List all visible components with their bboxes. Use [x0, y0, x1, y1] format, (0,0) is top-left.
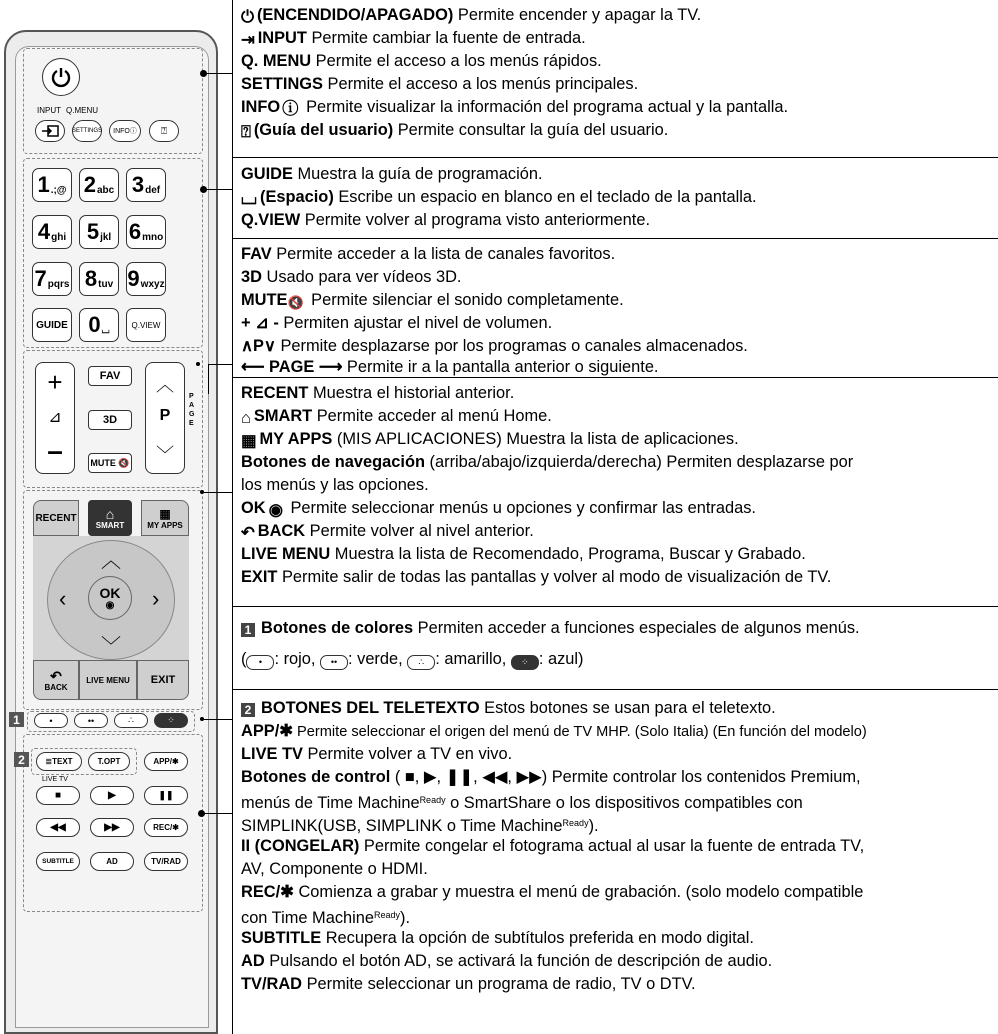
- numpad-digit: 9: [127, 266, 140, 291]
- callout-dot-volume: [196, 362, 200, 366]
- desc-rec-cont: con Time Machine$^{Ready}$).: [241, 909, 411, 927]
- topt-button[interactable]: [88, 752, 130, 771]
- info-button[interactable]: INFO ⓘ: [109, 120, 141, 142]
- rule-3: [232, 377, 998, 378]
- qmenu-label: Q.MENU: [66, 106, 98, 115]
- apps-grid-icon: ▦: [159, 506, 171, 521]
- numpad-letters: .;@: [50, 184, 67, 196]
- smart-button-label: SMART: [95, 520, 125, 530]
- fav-button-label: FAV: [99, 370, 121, 382]
- program-rocker[interactable]: [145, 362, 185, 474]
- desc-rec: REC/✱ Comienza a grabar y muestra el menú de grabación. (solo modelo compatible: [241, 883, 864, 901]
- yellow-button[interactable]: ∴: [114, 713, 148, 728]
- power-icon: [50, 66, 72, 88]
- subtitle-button[interactable]: [36, 852, 80, 871]
- numpad-letters: mno: [142, 231, 164, 243]
- desc-power: ⏻ (ENCENDIDO/APAGADO) Permite encender y apagar la TV.: [241, 4, 701, 29]
- pause-button[interactable]: ❚❚: [144, 786, 188, 805]
- nav-right-icon[interactable]: ›: [152, 586, 160, 611]
- rec-button[interactable]: [144, 818, 188, 837]
- vertical-rule: [232, 0, 233, 1034]
- qview-button[interactable]: [126, 308, 166, 342]
- 3d-button-label: 3D: [102, 414, 118, 426]
- ready-superscript: Ready: [419, 795, 446, 805]
- exit-button[interactable]: [137, 660, 189, 700]
- callout-line-volume: [208, 364, 232, 365]
- power-icon: ⏻: [241, 8, 254, 26]
- app-button[interactable]: [144, 752, 188, 771]
- ok-button-label: OK: [99, 585, 121, 601]
- power-button[interactable]: [42, 58, 80, 96]
- ok-dot-icon: ◉: [268, 501, 283, 519]
- blue-oval-icon: ⁘: [511, 655, 539, 670]
- numpad-letters: pqrs: [47, 278, 70, 290]
- fav-button[interactable]: [88, 366, 132, 386]
- desc-guide: GUIDE Muestra la guía de programación.: [241, 165, 543, 183]
- desc-live-menu: LIVE MENU Muestra la lista de Recomendado, Programa, Buscar y Grabado.: [241, 545, 806, 563]
- numpad-digit: 8: [84, 266, 98, 291]
- numpad-key-6[interactable]: [126, 215, 166, 249]
- desc-control-cont2: SIMPLINK(USB, SIMPLINK o Time Machine$^{Ready}$).: [241, 817, 599, 835]
- desc-freeze-cont: AV, Componente o HDMI.: [241, 860, 428, 878]
- page-vertical-label: P A G E: [189, 393, 195, 427]
- numpad-letters: def: [145, 184, 161, 196]
- recent-button[interactable]: [33, 500, 79, 536]
- desc-tvrad: TV/RAD Permite seleccionar un programa de radio, TV o DTV.: [241, 975, 696, 993]
- settings-button[interactable]: SETTINGS: [72, 120, 102, 142]
- input-icon: ⇥: [241, 31, 255, 49]
- myapps-button[interactable]: [141, 500, 189, 536]
- mute-button-label: MUTE: [90, 458, 116, 468]
- yellow-oval-icon: ∴: [407, 655, 435, 670]
- callout-line-teletext: [204, 813, 232, 814]
- desc-input: ⇥ INPUT Permite cambiar la fuente de entrada.: [241, 27, 586, 52]
- desc-navigation: Botones de navegación (arriba/abajo/izquierda/derecha) Permiten desplazarse por: [241, 453, 854, 471]
- desc-control-cont: menús de Time Machine$^{Ready}$ o SmartShare o los dispositivos compatibles con: [241, 794, 803, 812]
- numpad-letters: tuv: [98, 278, 114, 290]
- program-up-icon[interactable]: ︿: [156, 375, 174, 395]
- numpad-letters: ghi: [51, 231, 67, 243]
- numpad-digit: 2: [83, 172, 96, 197]
- desc-app: APP/✱ Permite seleccionar el origen del menú de TV MHP. (Solo Italia) (En función del modelo): [241, 722, 867, 740]
- back-button-label: BACK: [44, 682, 68, 692]
- numpad-letters: abc: [97, 184, 115, 196]
- description-panel: [232, 0, 998, 1034]
- volume-rocker[interactable]: [35, 362, 75, 474]
- numpad-key-3[interactable]: [126, 168, 166, 202]
- apps-grid-icon: ▦: [241, 432, 257, 450]
- ad-button-label: AD: [106, 857, 118, 866]
- nav-down-icon[interactable]: ﹀: [101, 636, 121, 658]
- desc-color-buttons: 1 Botones de colores Permiten acceder a funciones especiales de algunos menús.: [241, 617, 860, 640]
- desc-settings: SETTINGS Permite el acceso a los menús principales.: [241, 75, 639, 93]
- callout-1-chip: 1: [241, 623, 255, 637]
- fastforward-button[interactable]: ▶▶: [90, 818, 134, 837]
- numpad-digit: 6: [128, 219, 142, 244]
- livetv-label: LIVE TV: [42, 776, 68, 783]
- smart-button[interactable]: [88, 500, 132, 536]
- desc-myapps: ▦ MY APPS (MIS APLICACIONES) Muestra la lista de aplicaciones.: [241, 428, 739, 453]
- text-button[interactable]: ≣ TEXT: [36, 752, 82, 771]
- back-button[interactable]: [33, 660, 79, 700]
- play-button[interactable]: ▶: [90, 786, 134, 805]
- numpad-key-8[interactable]: [79, 262, 119, 296]
- rec-button-label: REC/✱: [153, 823, 179, 832]
- numpad-key-9[interactable]: [126, 262, 166, 296]
- mute-icon: 🔇: [118, 457, 130, 468]
- live-menu-button[interactable]: [79, 660, 137, 700]
- numpad-letters: jkl: [100, 231, 112, 243]
- green-oval-icon: ••: [320, 655, 348, 670]
- callout-line-color: [204, 719, 232, 720]
- callout-2-tag: [14, 752, 29, 767]
- rewind-button[interactable]: ◀◀: [36, 818, 80, 837]
- topt-button-label: T.OPT: [97, 757, 121, 766]
- numpad-key-5[interactable]: [79, 215, 119, 249]
- desc-page: ⟵ PAGE ⟶ Permite ir a la pantalla anterior o siguiente.: [241, 358, 659, 376]
- space-icon: ⌴: [241, 187, 257, 209]
- stop-button[interactable]: ■: [36, 786, 80, 805]
- numpad-key-2[interactable]: [79, 168, 119, 202]
- desc-teletext: 2 BOTONES DEL TELETEXTO Estos botones se usan para el teletexto.: [241, 697, 776, 720]
- back-arrow-icon: ↶: [241, 524, 255, 542]
- desc-freeze: II (CONGELAR) Permite congelar el fotograma actual al usar la fuente de entrada TV,: [241, 837, 865, 855]
- guide-button-label: GUIDE: [36, 319, 68, 331]
- desc-program: ∧P∨ Permite desplazarse por los programas o canales almacenados.: [241, 337, 748, 355]
- desc-ok: OK ◉ Permite seleccionar menús u opciones y confirmar las entradas.: [241, 497, 756, 522]
- remote-control-illustration: [4, 0, 224, 1034]
- guide-button[interactable]: [32, 308, 72, 342]
- volume-down-icon[interactable]: –: [47, 435, 63, 466]
- back-arrow-icon: ↶: [50, 667, 62, 684]
- info-button-label: INFO: [113, 127, 130, 135]
- nav-left-icon[interactable]: ‹: [59, 586, 67, 611]
- desc-space: ⌴ (Espacio) Escribe un espacio en blanco en el teclado de la pantalla.: [241, 187, 757, 209]
- numpad-key-1[interactable]: [32, 168, 72, 202]
- desc-volume: + ⊿ - Permiten ajustar el nivel de volumen.: [241, 314, 553, 332]
- home-icon: ⌂: [105, 505, 115, 522]
- ok-dot-icon: ◉: [105, 600, 115, 611]
- numpad-digit: 5: [86, 219, 100, 244]
- volume-icon: ⊿: [48, 409, 62, 426]
- app-button-label: APP/✱: [153, 757, 179, 766]
- desc-3d: 3D Usado para ver vídeos 3D.: [241, 268, 462, 286]
- callout-line-numpad: [204, 189, 232, 190]
- ready-superscript: Ready: [562, 818, 589, 828]
- callout-1-number: 1: [13, 712, 20, 727]
- text-button-label: TEXT: [52, 757, 73, 766]
- numpad-key-4[interactable]: [32, 215, 72, 249]
- desc-subtitle: SUBTITLE Recupera la opción de subtítulos preferida en modo digital.: [241, 929, 754, 947]
- numpad-digit: 1: [37, 172, 50, 197]
- numpad-key-7[interactable]: [32, 262, 72, 296]
- myapps-button-label: MY APPS: [147, 520, 183, 530]
- numpad-letters: wxyz: [140, 278, 165, 290]
- mute-button[interactable]: [88, 453, 132, 473]
- desc-mute: MUTE🔇 Permite silenciar el sonido completamente.: [241, 289, 624, 314]
- zero-digit: 0: [88, 312, 101, 337]
- callout-2-chip: 2: [241, 703, 255, 717]
- exit-button-label: EXIT: [150, 674, 176, 686]
- desc-back: ↶ BACK Permite volver al nivel anterior.: [241, 520, 534, 545]
- program-down-icon[interactable]: ﹀: [156, 445, 174, 465]
- desc-qmenu: Q. MENU Permite el acceso a los menús rápidos.: [241, 52, 602, 70]
- desc-color-list: ( • : rojo, •• : verde, ∴ : amarillo, ⁘ : azul): [241, 650, 584, 668]
- user-guide-button[interactable]: ⍰: [149, 120, 179, 142]
- user-guide-icon: ⍰: [241, 123, 251, 141]
- tvrad-button[interactable]: [144, 852, 188, 871]
- desc-control: Botones de control ( ■, ▶, ❚❚, ◀◀, ▶▶) Permite controlar los contenidos Premium,: [241, 768, 861, 786]
- desc-livetv: LIVE TV Permite volver a TV en vivo.: [241, 745, 513, 763]
- program-label: P: [159, 407, 171, 424]
- tvrad-button-label: TV/RAD: [151, 857, 181, 866]
- desc-info: INFO ⓘ Permite visualizar la información del programa actual y la pantalla.: [241, 96, 788, 121]
- live-menu-button-label: LIVE MENU: [86, 675, 130, 685]
- green-button[interactable]: ••: [74, 713, 108, 728]
- numpad-digit: 3: [131, 172, 145, 197]
- desc-fav: FAV Permite acceder a la lista de canales favoritos.: [241, 245, 616, 263]
- red-button[interactable]: •: [34, 713, 68, 728]
- numpad-digit: 4: [37, 219, 51, 244]
- callout-line-power: [204, 73, 232, 74]
- mute-icon: 🔇: [287, 295, 304, 310]
- desc-exit: EXIT Permite salir de todas las pantallas y volver al modo de visualización de TV.: [241, 568, 832, 586]
- callout-1-tag: [9, 712, 24, 727]
- input-button[interactable]: [35, 120, 65, 142]
- 3d-button[interactable]: [88, 410, 132, 430]
- qview-button-label: Q.VIEW: [131, 320, 161, 330]
- subtitle-button-label: SUBTITLE: [42, 858, 74, 865]
- red-oval-icon: •: [246, 655, 274, 670]
- callout-line-volume-v: [208, 364, 209, 394]
- blue-button[interactable]: ⁘: [154, 713, 188, 728]
- desc-user-guide: ⍰ (Guía del usuario) Permite consultar la guía del usuario.: [241, 119, 668, 144]
- callout-2-number: 2: [18, 752, 25, 767]
- ok-button[interactable]: [88, 576, 132, 620]
- desc-recent: RECENT Muestra el historial anterior.: [241, 384, 515, 402]
- nav-up-icon[interactable]: ︿: [101, 550, 121, 572]
- recent-button-label: RECENT: [35, 512, 77, 524]
- input-icon: [41, 125, 59, 137]
- ready-superscript: Ready: [374, 910, 401, 920]
- desc-ad: AD Pulsando el botón AD, se activará la función de descripción de audio.: [241, 952, 773, 970]
- callout-line-navigation: [204, 492, 232, 493]
- rule-4: [232, 606, 998, 607]
- rule-1: [232, 157, 998, 158]
- rule-2: [232, 238, 998, 239]
- input-label: INPUT: [37, 106, 61, 115]
- zero-button[interactable]: 0 ⌴: [79, 308, 119, 342]
- desc-smart: ⌂ SMART Permite acceder al menú Home.: [241, 405, 552, 430]
- desc-qview: Q.VIEW Permite volver al programa visto anteriormente.: [241, 211, 651, 229]
- desc-navigation-cont: los menús y las opciones.: [241, 476, 429, 494]
- info-icon: ⓘ: [282, 100, 299, 118]
- home-icon: ⌂: [241, 409, 251, 427]
- ad-button[interactable]: [90, 852, 134, 871]
- numpad-digit: 7: [34, 266, 47, 291]
- rule-5: [232, 689, 998, 690]
- volume-up-icon[interactable]: +: [47, 367, 63, 397]
